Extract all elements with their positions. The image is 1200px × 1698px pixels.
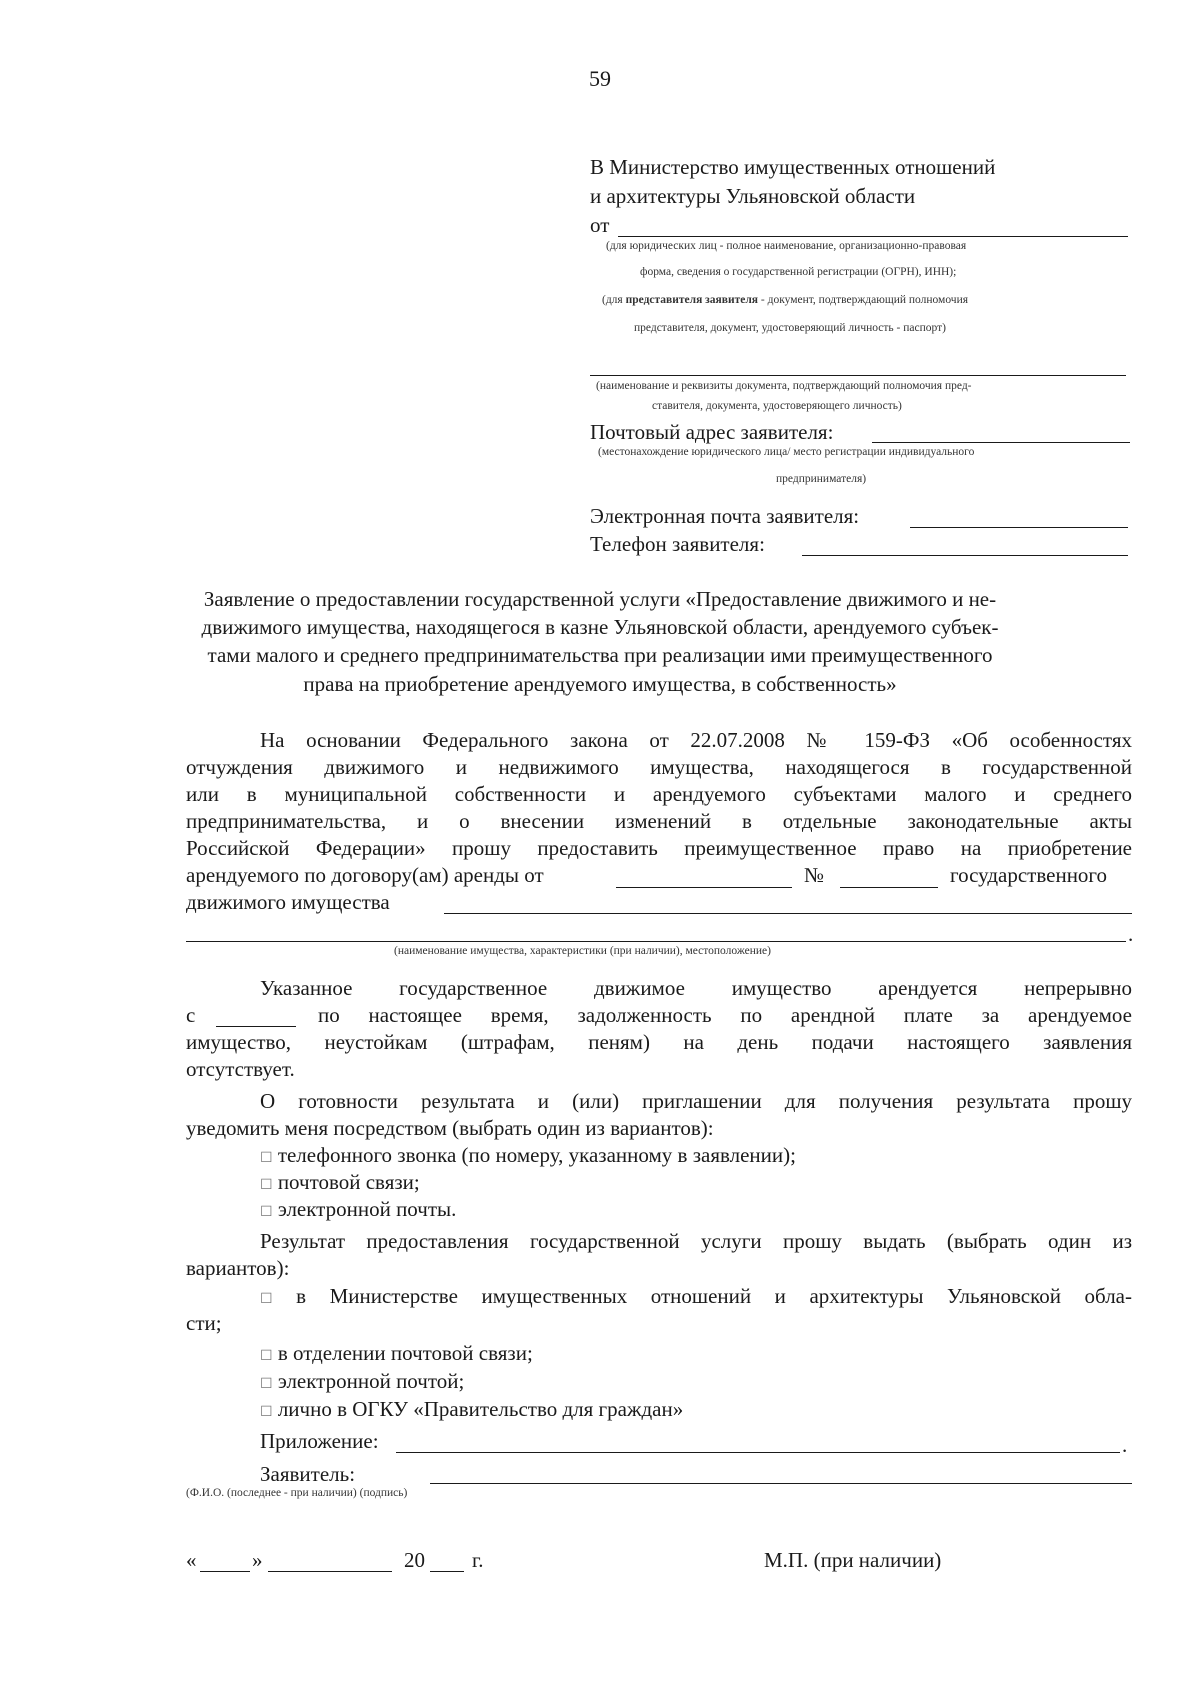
title-line-1: Заявление о предоставлении государственной услуги «Предоставление движимого и не- <box>203 587 997 611</box>
result-option-post[interactable]: ☐ в отделении почтовой связи; <box>260 1341 533 1365</box>
body-p1-line-1: На основании Федерального закона от 22.07.2008 № 159-ФЗ «Об особенностях <box>260 728 1132 752</box>
attachment-end: . <box>1122 1433 1128 1457</box>
email-label: Электронная почта заявителя: <box>590 504 860 528</box>
body-p2-line-4: отсутствует. <box>186 1057 295 1081</box>
body-p1-line-6c: государственного <box>950 863 1108 887</box>
applicant-label: Заявитель: <box>260 1462 356 1486</box>
from-note-4: представителя, документ, удостоверяющий личность - паспорт) <box>634 322 946 334</box>
date-close-quote: » <box>252 1548 263 1572</box>
email-field-line[interactable] <box>910 527 1128 528</box>
checkbox-icon[interactable]: ☐ <box>260 1349 273 1364</box>
notify-option-email[interactable]: ☐ электронной почты. <box>260 1197 457 1221</box>
body-p4-line-1: Результат предоставления государственной услуги прошу выдать (выбрать один из <box>260 1229 1132 1253</box>
date-month-field-line[interactable] <box>268 1571 392 1572</box>
date-year-field-line[interactable] <box>430 1571 464 1572</box>
body-p1-line-4: предпринимательства, и о внесении изменений в отдельные законодательные акты <box>186 809 1132 833</box>
body-p3-line-1: О готовности результата и (или) приглашении для получения результата прошу <box>260 1089 1132 1113</box>
title-line-3: тами малого и среднего предпринимательства при реализации ими преимущественного <box>207 643 993 667</box>
checkbox-icon[interactable]: ☐ <box>260 1178 273 1193</box>
checkbox-icon[interactable]: ☐ <box>260 1405 273 1420</box>
from-note-3: (для представителя заявителя - документ, подтверждающий полномочия <box>602 294 969 306</box>
attachment-field-line[interactable] <box>396 1452 1120 1453</box>
body-p2-line-1: Указанное государственное движимое имущество арендуется непрерывно <box>260 976 1132 1000</box>
result-option-ministry[interactable]: ☐ в Министерстве имущественных отношений и архитектуры Ульяновской обла- <box>260 1284 1132 1308</box>
applicant-field-line[interactable] <box>430 1483 1132 1484</box>
applicant-note: (Ф.И.О. (последнее - при наличии) (подпись) <box>186 1487 408 1499</box>
date-open-quote: « <box>186 1548 197 1572</box>
phone-field-line[interactable] <box>802 555 1128 556</box>
notify-option-phone[interactable]: ☐ телефонного звонка (по номеру, указанному в заявлении); <box>260 1143 796 1167</box>
date-day-field-line[interactable] <box>200 1571 250 1572</box>
result-option-in-person[interactable]: ☐ лично в ОГКУ «Правительство для граждан» <box>260 1397 684 1421</box>
notify-option-post[interactable]: ☐ почтовой связи; <box>260 1170 420 1194</box>
from-label: от <box>590 213 610 237</box>
body-p2-line-2a: с <box>186 1003 196 1027</box>
result-option-ministry-line-2: сти; <box>186 1311 222 1335</box>
title-line-4: права на приобретение арендуемого имущества, в собственность» <box>303 672 897 696</box>
representative-field-line[interactable] <box>590 375 1126 376</box>
page-number: 59 <box>589 66 611 91</box>
lease-since-field-line[interactable] <box>216 1026 296 1027</box>
phone-label: Телефон заявителя: <box>590 532 765 556</box>
checkbox-icon[interactable]: ☐ <box>260 1377 273 1392</box>
result-option-email[interactable]: ☐ электронной почтой; <box>260 1369 465 1393</box>
property-line-end: . <box>1128 922 1134 946</box>
from-note-1: (для юридических лиц - полное наименование, организационно-правовая <box>606 240 967 252</box>
body-p3-line-2: уведомить меня посредством (выбрать один из вариантов): <box>186 1116 714 1140</box>
postal-note-1: (местонахождение юридического лица/ место регистрации индивидуального <box>598 446 975 458</box>
body-p1-line-3: или в муниципальной собственности и арендуемого субъектами малого и среднего <box>186 782 1132 806</box>
lease-number-field-line[interactable] <box>840 887 938 888</box>
lease-date-field-line[interactable] <box>616 887 792 888</box>
checkbox-icon[interactable]: ☐ <box>260 1292 273 1307</box>
property-note: (наименование имущества, характеристики (при наличии), местоположение) <box>394 945 771 957</box>
date-year-prefix: 20 <box>404 1548 425 1572</box>
representative-note-2: ставителя, документа, удостоверяющего личность) <box>652 400 902 412</box>
checkbox-icon[interactable]: ☐ <box>260 1151 273 1166</box>
body-p4-line-2: вариантов): <box>186 1256 290 1280</box>
body-p2-line-2b: по настоящее время, задолженность по арендной плате за арендуемое <box>318 1003 1132 1027</box>
title-line-2: движимого имущества, находящегося в казне Ульяновской области, арендуемого субъек- <box>201 615 999 639</box>
stamp-label: М.П. (при наличии) <box>764 1548 942 1572</box>
property-field-line-1[interactable] <box>444 913 1132 914</box>
from-note-2: форма, сведения о государственной регистрации (ОГРН), ИНН); <box>640 266 957 278</box>
postal-address-label: Почтовый адрес заявителя: <box>590 420 834 444</box>
postal-address-field-line[interactable] <box>872 442 1130 443</box>
addressee-line-1: В Министерство имущественных отношений <box>590 155 996 179</box>
body-p1-line-2: отчуждения движимого и недвижимого имущества, находящегося в государственной <box>186 755 1132 779</box>
from-field-line[interactable] <box>618 236 1128 237</box>
property-field-line-2[interactable] <box>186 941 1126 942</box>
number-sign: № <box>804 863 825 887</box>
body-p1-line-6a: арендуемого по договору(ам) аренды от <box>186 863 544 887</box>
representative-note-1: (наименование и реквизиты документа, подтверждающий полномочия пред- <box>596 380 972 392</box>
attachment-label: Приложение: <box>260 1429 379 1453</box>
checkbox-icon[interactable]: ☐ <box>260 1205 273 1220</box>
date-year-suffix: г. <box>472 1548 484 1572</box>
body-p1-line-7: движимого имущества <box>186 890 390 914</box>
addressee-line-2: и архитектуры Ульяновской области <box>590 184 916 208</box>
postal-note-2: предпринимателя) <box>776 473 867 485</box>
body-p1-line-5: Российской Федерации» прошу предоставить преимущественное право на приобретение <box>186 836 1132 860</box>
body-p2-line-3: имущество, неустойкам (штрафам, пеням) на день подачи настоящего заявления <box>186 1030 1132 1054</box>
